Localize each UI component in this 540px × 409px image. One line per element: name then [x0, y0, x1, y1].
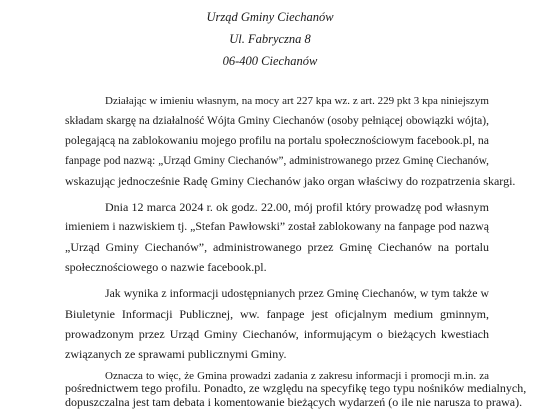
- paragraph-line: społecznościowego o nazwie facebook.pl.: [65, 260, 267, 274]
- paragraph-line: Dnia 12 marca 2024 r. ok godz. 22.00, mój profil który prowadzę pod własnym: [105, 200, 489, 214]
- paragraph-line: prowadzonym przez Urząd Gminy Ciechanów, informującym o bieżących kwestiach: [65, 327, 489, 341]
- address-top-fragment: [0, 0, 540, 2]
- recipient-street: Ul. Fabryczna 8: [229, 32, 311, 46]
- paragraph-line: wskazując jednocześnie Radę Gminy Ciechanów jako organ właściwy do rozpatrzenia skargi.: [65, 174, 516, 188]
- paragraph-line: polegającą na zablokowaniu mojego profilu na portalu społecznościowym facebook.pl, na: [65, 134, 489, 147]
- paragraph-line: Biuletynie Informacji Publicznej, ww. fanpage jest oficjalnym medium gminnym,: [65, 307, 489, 321]
- paragraph-line: Działając w imieniu własnym, na mocy art 227 kpa wz. z art. 229 pkt 3 kpa niniejszym: [105, 95, 489, 107]
- recipient-city: 06-400 Ciechanów: [222, 54, 318, 68]
- paragraph-line: fanpage pod nazwą: „Urząd Gminy Ciechanów”, administrowanego przez Gminę Ciechanów,: [65, 155, 489, 167]
- paragraph-line: związanych ze sprawami publicznymi Gminy.: [65, 347, 287, 361]
- paragraph-line: składam skargę na działalność Wójta Gminy Ciechanów (osoby pełniącej obowiązki wójta),: [65, 115, 489, 127]
- paragraph-line: pośrednictwem tego profilu. Ponadto, ze względu na specyfikę tego typu nośników medialnych,: [65, 381, 527, 395]
- recipient-office: Urząd Gminy Ciechanów: [206, 10, 334, 24]
- paragraph-line: dopuszczalna jest tam debata i komentowanie bieżących wydarzeń (o ile nie narusza to prawa).: [65, 395, 523, 409]
- paragraph-line: „Urząd Gminy Ciechanów”, administrowanego przez Gminę Ciechanów na portalu: [65, 240, 489, 254]
- paragraph-line: Oznacza to więc, że Gmina prowadzi zadania z zakresu informacji i promocji m.in. za: [105, 370, 489, 382]
- paragraph-line: imieniem i nazwiskiem tj. „Stefan Pawłowski” został zablokowany na fanpage pod nazwą: [65, 220, 489, 233]
- paragraph-line: Jak wynika z informacji udostępnianych przez Gminę Ciechanów, w tym także w: [105, 287, 489, 300]
